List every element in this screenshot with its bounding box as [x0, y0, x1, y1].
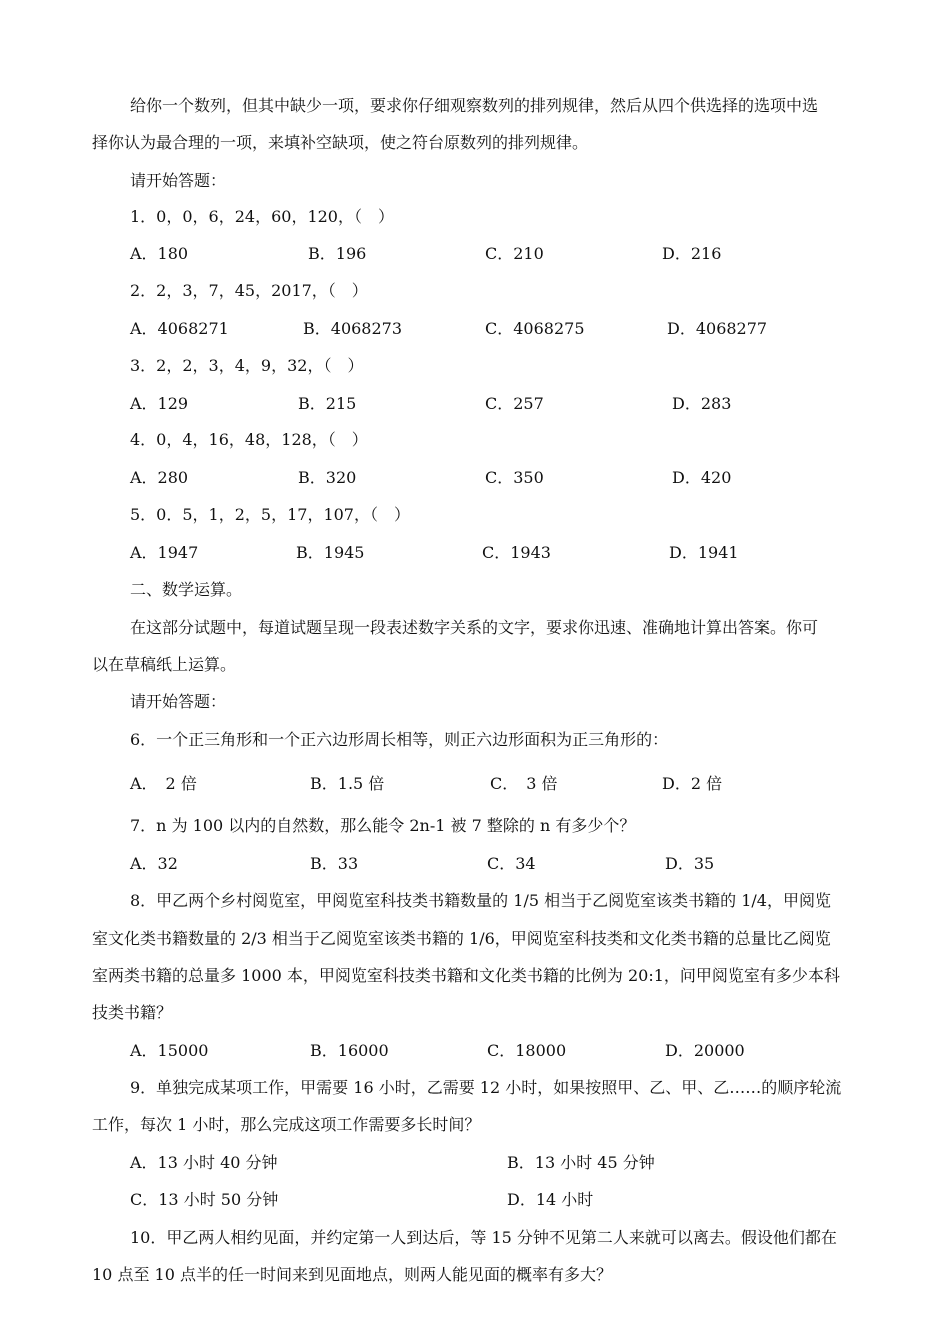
- q5-option-a: A．1947: [130, 543, 199, 562]
- q4-option-d: D．420: [672, 468, 732, 487]
- q6-option-c: C． 3 倍: [490, 774, 558, 793]
- q5-option-d: D．1941: [669, 543, 739, 562]
- q2-option-c: C．4068275: [485, 319, 585, 338]
- q5-option-b: B．1945: [296, 543, 365, 562]
- q6-option-b: B．1.5 倍: [310, 774, 385, 793]
- question-8-line3: 室两类书籍的总量多 1000 本，甲阅览室科技类书籍和文化类书籍的比例为 20:1，问甲阅览室有多少本科: [92, 966, 840, 985]
- section2-intro-line1: 在这部分试题中，每道试题呈现一段表述数字关系的文字，要求你迅速、准确地计算出答案。你可: [130, 618, 819, 637]
- q4-option-a: A．280: [130, 468, 189, 487]
- question-6: 6．一个正三角形和一个正六边形周长相等，则正六边形面积为正三角形的：: [130, 730, 669, 749]
- section1-start: 请开始答题：: [130, 171, 227, 190]
- q2-option-a: A．4068271: [130, 319, 229, 338]
- section2-start: 请开始答题：: [130, 692, 227, 711]
- q4-option-c: C．350: [485, 468, 544, 487]
- question-5: 5．0．5，1，2，5，17，107，（ ）: [130, 505, 410, 524]
- q2-option-d: D．4068277: [667, 319, 768, 338]
- question-8-line2: 室文化类书籍数量的 2/3 相当于乙阅览室该类书籍的 1/6，甲阅览室科技类和文化类书籍的总量比乙阅览: [92, 929, 831, 948]
- question-9-line1: 9．单独完成某项工作，甲需要 16 小时，乙需要 12 小时，如果按照甲、乙、甲、乙……的顺序轮流: [130, 1078, 842, 1097]
- q7-option-a: A．32: [130, 854, 178, 873]
- question-8-line1: 8．甲乙两个乡村阅览室，甲阅览室科技类书籍数量的 1/5 相当于乙阅览室该类书籍的 1/4，甲阅览: [130, 891, 831, 910]
- q7-option-b: B．33: [310, 854, 359, 873]
- q4-option-b: B．320: [298, 468, 357, 487]
- q7-option-d: D．35: [665, 854, 715, 873]
- q8-option-a: A．15000: [130, 1041, 209, 1060]
- question-8-line4: 技类书籍？: [92, 1003, 173, 1022]
- q8-option-d: D．20000: [665, 1041, 745, 1060]
- question-9-line2: 工作，每次 1 小时，那么完成这项工作需要多长时间？: [92, 1115, 481, 1134]
- question-10-line2: 10 点至 10 点半的任一时间来到见面地点，则两人能见面的概率有多大？: [92, 1265, 612, 1284]
- q1-option-d: D．216: [662, 244, 722, 263]
- q2-option-b: B．4068273: [303, 319, 403, 338]
- q1-option-b: B．196: [308, 244, 367, 263]
- question-1: 1．0，0，6，24，60，120，（ ）: [130, 207, 394, 226]
- question-2: 2．2，3，7，45，2017，（ ）: [130, 281, 368, 300]
- q1-option-c: C．210: [485, 244, 544, 263]
- q6-option-d: D．2 倍: [662, 774, 723, 793]
- section2-heading: 二、数学运算。: [130, 580, 243, 599]
- q9-option-a: A．13 小时 40 分钟: [130, 1153, 278, 1172]
- question-4: 4．0，4，16，48，128，（ ）: [130, 430, 368, 449]
- q6-option-a: A． 2 倍: [130, 774, 197, 793]
- q1-option-a: A．180: [130, 244, 189, 263]
- q9-option-c: C．13 小时 50 分钟: [130, 1190, 279, 1209]
- q3-option-a: A．129: [130, 394, 189, 413]
- q9-option-d: D．14 小时: [507, 1190, 594, 1209]
- q3-option-b: B．215: [298, 394, 357, 413]
- section1-intro-line1: 给你一个数列，但其中缺少一项，要求你仔细观察数列的排列规律，然后从四个供选择的选项中选: [130, 96, 819, 115]
- q3-option-d: D．283: [672, 394, 732, 413]
- question-3: 3．2，2，3，4，9，32，（ ）: [130, 356, 364, 375]
- q5-option-c: C．1943: [482, 543, 551, 562]
- q7-option-c: C．34: [487, 854, 536, 873]
- q8-option-b: B．16000: [310, 1041, 389, 1060]
- question-10-line1: 10．甲乙两人相约见面，并约定第一人到达后，等 15 分钟不见第二人来就可以离去。假设他们都在: [130, 1228, 837, 1247]
- q9-option-b: B．13 小时 45 分钟: [507, 1153, 655, 1172]
- question-7: 7．n 为 100 以内的自然数，那么能令 2n-1 被 7 整除的 n 有多少个？: [130, 816, 636, 835]
- q3-option-c: C．257: [485, 394, 544, 413]
- section2-intro-line2: 以在草稿纸上运算。: [92, 655, 237, 674]
- q8-option-c: C．18000: [487, 1041, 567, 1060]
- section1-intro-line2: 择你认为最合理的一项，来填补空缺项，使之符台原数列的排列规律。: [92, 133, 589, 152]
